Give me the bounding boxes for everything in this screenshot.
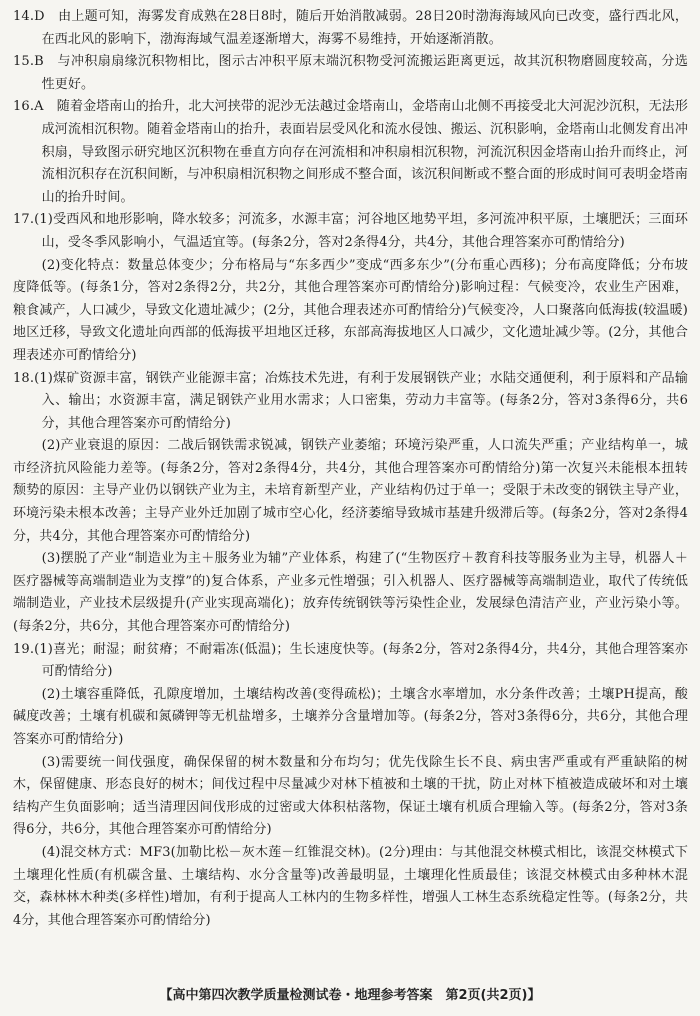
answer-14: 14.D 由上题可知，海雾发育成熟在28日8时，随后开始消散减弱。28日20时渤海海域风向已改变，盛行西北风，在西北风的影响下，渤海海域气温差逐渐增大，海雾不易维持，开始逐渐消散。 <box>13 9 688 47</box>
answer-19-3: (3)需要统一间伐强度，确保保留的树木数量和分布均匀；优先伐除生长不良、病虫害严重或有严重缺陷的树木，保留健康、形态良好的树木；间伐过程中尽量减少对林下植被和土壤的干扰，防止对林下植被造成破坏和对土壤结构产生负面影响；适当清理因间伐形成的过密或大体积枯落物，保证土壤有机质合理输入等。(每条2分，答对3条得6分，共6分，其他合理答案亦可酌情给分) <box>13 754 688 838</box>
answer-content <box>13 6 688 932</box>
answer-18-1: 18.(1)煤矿资源丰富，钢铁产业能源丰富；冶炼技术先进，有利于发展钢铁产业；水陆交通便利，利于原料和产品输入、输出；水资源丰富，满足钢铁产业用水需求；人口密集，劳动力丰富等。(每条2分，答对3条得6分，共6分，其他合理答案亦可酌情给分) <box>13 370 688 431</box>
answer-18-2: (2)产业衰退的原因：二战后钢铁需求锐减，钢铁产业萎缩；环境污染严重，人口流失严重；产业结构单一，城市经济抗风险能力差等。(每条2分，答对2条得4分，共4分，其他合理答案亦可酌情给分)第一次复兴未能根本扭转颓势的原因：主导产业仍以钢铁产业为主，未培育新型产业，产业结构仍过于单一；受限于未改变的钢铁主导产业，环境污染未根本改善；主导产业外迁加剧了城市空心化，经济萎缩导致城市基建升级滞后等。(每条2分，答对2条得4分，共4分，其他合理答案亦可酌情给分) <box>13 438 688 544</box>
answer-19-2: (2)土壤容重降低，孔隙度增加，土壤结构改善(变得疏松)；土壤含水率增加，水分条件改善；土壤PH提高，酸碱度改善；土壤有机碳和氮磷钾等无机盐增多，土壤养分含量增加等。(每条2分，答对3条得6分，共6分，其他合理答案亦可酌情给分) <box>13 686 688 747</box>
answer-17-1: 17.(1)受西风和地形影响，降水较多；河流多，水源丰富；河谷地区地势平坦，多河流冲积平原，土壤肥沃；三面环山，受冬季风影响小，气温适宜等。(每条2分，答对2条得4分，共4分，其他合理答案亦可酌情给分) <box>13 212 688 250</box>
answer-19-1: 19.(1)喜光；耐湿；耐贫瘠；不耐霜冻(低温)；生长速度快等。(每条2分，答对2条得4分，共4分，其他合理答案亦可酌情给分) <box>13 641 688 680</box>
answer-18-3: (3)摆脱了产业“制造业为主＋服务业为辅”产业体系，构建了(“生物医疗＋教育科技等服务业为主导，机器人＋医疗器械等高端制造业为支撑”的)复合体系，产业多元性增强；引入机器人、医疗器械等高端制造业，取代了传统低端制造业，产业技术层级提升(产业实现高端化)；放弃传统钢铁等污染性企业，发展绿色清洁产业，产业污染小等。(每条2分，共6分，其他合理答案亦可酌情给分) <box>13 551 688 635</box>
answer-19-4: (4)混交林方式：MF3(加勒比松－灰木莲－红锥混交林)。(2分)理由：与其他混交林模式相比，该混交林模式下土壤理化性质(有机碳含量、土壤结构、水分含量等)改善最明显，土壤理化性质最佳；该混交林模式由多种林木混交，森林林木种类(多样性)增加，有利于提高人工林内的生物多样性，增强人工林生态系统稳定性等。(每条2分，共4分，其他合理答案亦可酌情给分) <box>13 844 688 928</box>
page-footer: 【高中第四次教学质量检测试卷・地理参考答案 第2页(共2页)】 <box>159 988 541 1003</box>
answer-15: 15.B 与冲积扇扇缘沉积物相比，图示古冲积平原末端沉积物受河流搬运距离更远，故其沉积物磨圆度较高，分选性更好。 <box>13 54 688 92</box>
answer-17-2: (2)变化特点：数量总体变少；分布格局与“东多西少”变成“西多东少”(分布重心西移)；分布高度降低；分布坡度降低等。(每条1分，答对2条得2分，共2分，其他合理答案亦可酌情给分)影响过程：气候变冷，农业生产困难，粮食减产，人口减少，导致文化遗址减少；(2分，其他合理表述亦可酌情给分)气候变冷，人口聚落向低海拔(较温暖)地区迁移，导致文化遗址向西部的低海拔平坦地区迁移，东部高海拔地区人口减少，文化遗址减少等。(2分，其他合理表述亦可酌情给分) <box>13 257 688 363</box>
answer-16: 16.A 随着金塔南山的抬升，北大河挟带的泥沙无法越过金塔南山，金塔南山北侧不再接受北大河泥沙沉积，无法形成河流相沉积物。随着金塔南山的抬升，表面岩层受风化和流水侵蚀、搬运、沉积影响，金塔南山北侧发育出冲积扇，导致图示研究地区沉积物在垂直方向存在河流相和冲积扇相沉积物，河流沉积因金塔南山抬升而终止，河流相沉积存在沉积间断，与冲积扇相沉积物之间形成不整合面，该沉积间断或不整合面的形成时间可表明金塔南山的抬升时间。 <box>13 99 689 205</box>
